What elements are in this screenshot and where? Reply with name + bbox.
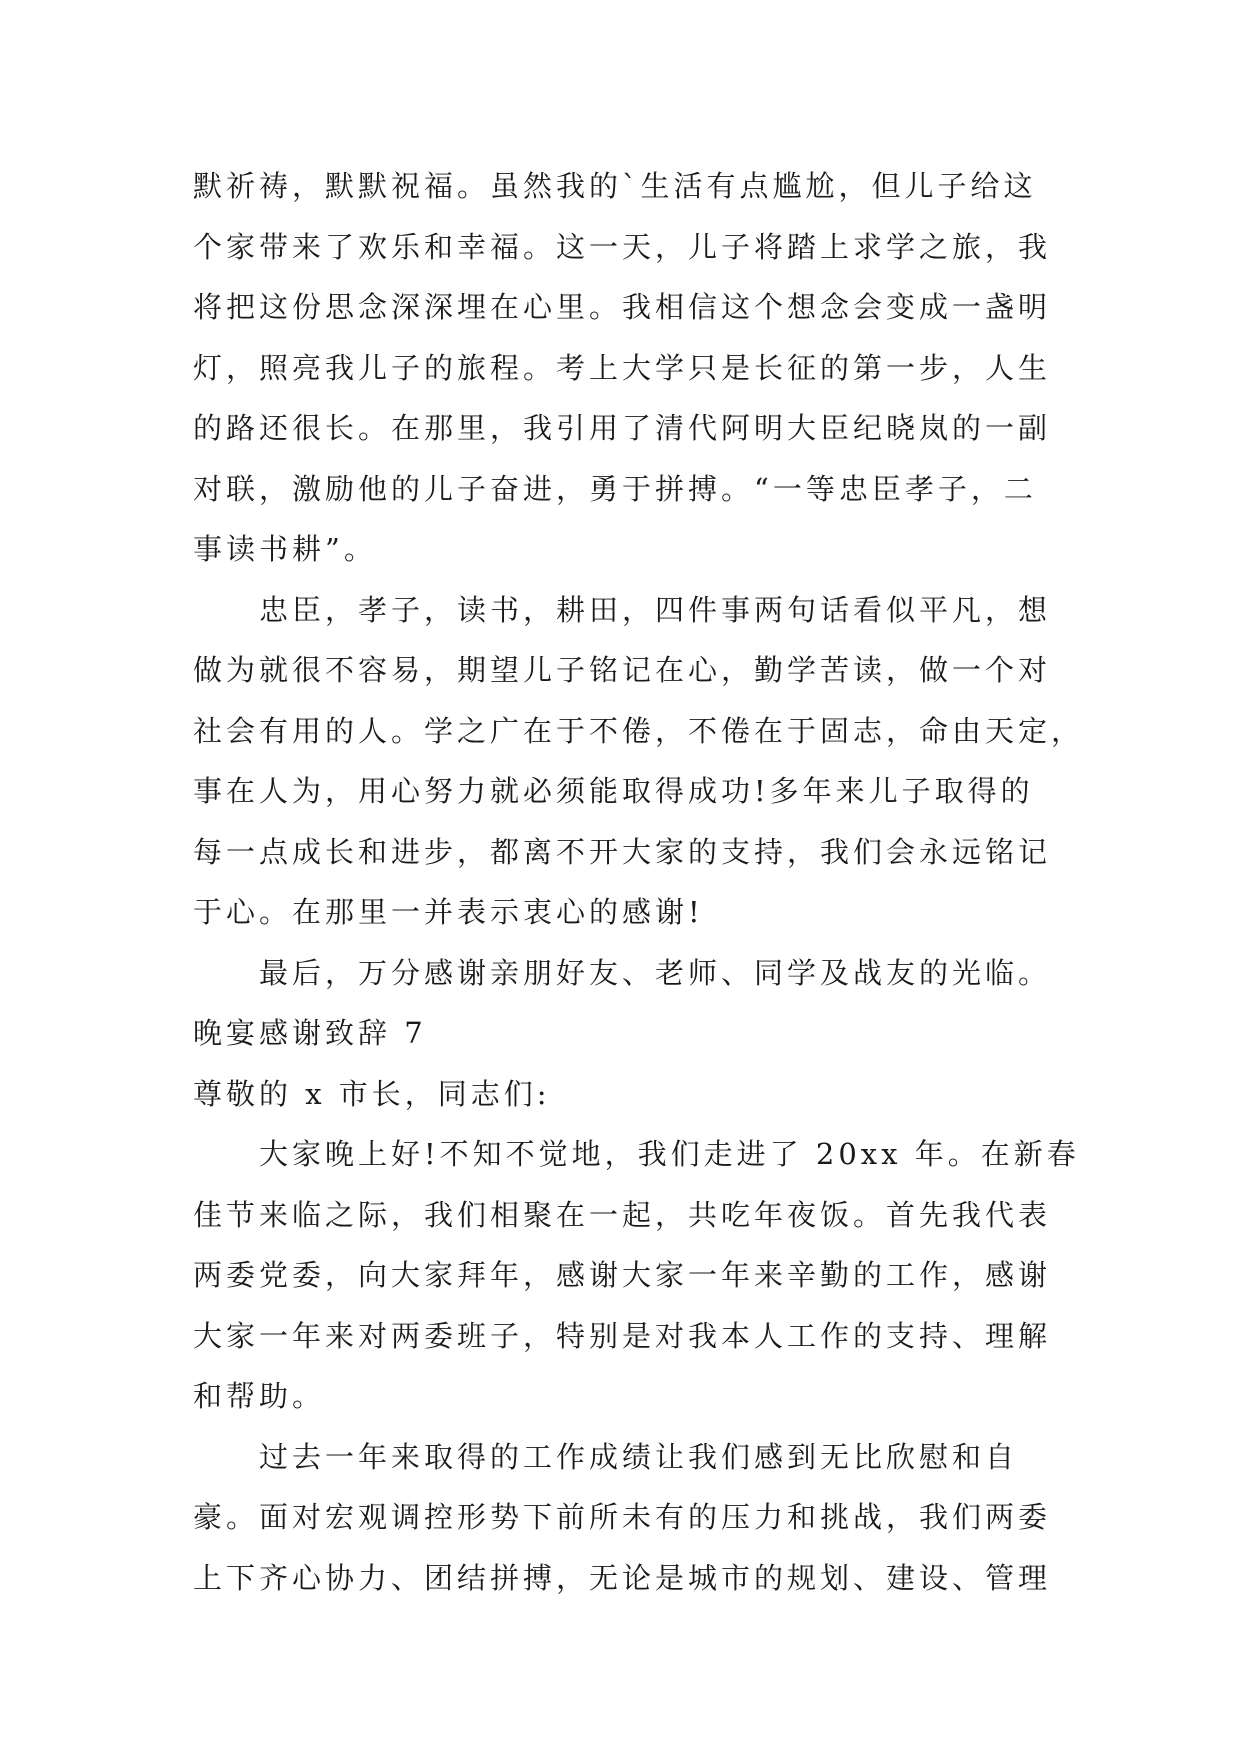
- text-line: 事读书耕”。: [193, 532, 377, 566]
- salutation: 尊敬的 x 市长，同志们:: [193, 1076, 551, 1111]
- paragraph-first-line: 忠臣，孝子，读书，耕田，四件事两句话看似平凡，想: [259, 592, 1052, 627]
- text-line: 做为就很不容易，期望儿子铭记在心，勤学苦读，做一个对: [193, 653, 1052, 687]
- text-line: 两委党委，向大家拜年，感谢大家一年来辛勤的工作，感谢: [193, 1258, 1052, 1292]
- paragraph-first-line: 最后，万分感谢亲朋好友、老师、同学及战友的光临。: [259, 955, 1052, 990]
- text-line: 的路还很长。在那里，我引用了清代阿明大臣纪晓岚的一副: [193, 411, 1052, 445]
- text-line: 对联，激励他的儿子奋进，勇于拼搏。“一等忠臣孝子，二: [193, 471, 1037, 506]
- text-line: 默祈祷，默默祝福。虽然我的`生活有点尴尬，但儿子给这: [193, 169, 1037, 203]
- text-line: 事在人为，用心努力就必须能取得成功!多年来儿子取得的: [193, 774, 1034, 808]
- paragraph-first-line: 过去一年来取得的工作成绩让我们感到无比欣慰和自: [259, 1439, 1019, 1474]
- text-line: 每一点成长和进步，都离不开大家的支持，我们会永远铭记: [193, 834, 1052, 869]
- text-line: 豪。面对宏观调控形势下前所未有的压力和挑战，我们两委: [193, 1500, 1052, 1534]
- text-line: 佳节来临之际，我们相聚在一起，共吃年夜饭。首先我代表: [193, 1197, 1052, 1232]
- text-line: 将把这份思念深深埋在心里。我相信这个想念会变成一盏明: [193, 290, 1052, 324]
- text-line: 上下齐心协力、团结拼搏，无论是城市的规划、建设、管理: [193, 1560, 1052, 1595]
- text-line: 灯，照亮我儿子的旅程。考上大学只是长征的第一步，人生: [193, 350, 1052, 385]
- body-text: [193, 156, 1085, 1608]
- text-line: 个家带来了欢乐和幸福。这一天，儿子将踏上求学之旅，我: [193, 229, 1052, 264]
- paragraph-first-line: 大家晚上好!不知不觉地，我们走进了 20xx 年。在新春: [259, 1137, 1080, 1171]
- text-line: 于心。在那里一并表示衷心的感谢!: [193, 895, 704, 929]
- text-line: 社会有用的人。学之广在于不倦，不倦在于固志，命由天定，: [193, 713, 1085, 748]
- text-line: 和帮助。: [193, 1379, 326, 1413]
- text-line: 大家一年来对两委班子，特别是对我本人工作的支持、理解: [193, 1318, 1052, 1353]
- section-heading: 晚宴感谢致辞 7: [193, 1016, 427, 1050]
